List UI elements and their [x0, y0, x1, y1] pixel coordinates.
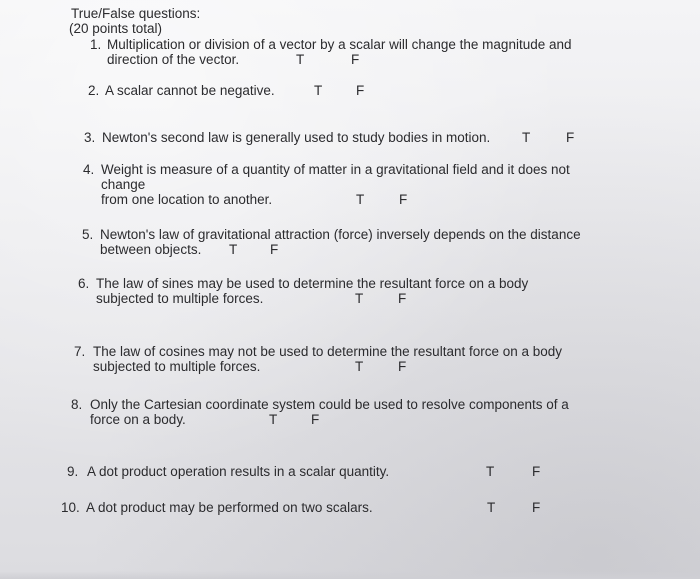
section-title: True/False questions:	[71, 6, 201, 21]
question-text-line: Multiplication or division of a vector by a scalar will change the magnitude and	[107, 37, 572, 52]
true-option[interactable]: T	[314, 83, 323, 98]
question-number: 4.	[83, 162, 95, 177]
question-text-line: from one location to another.	[101, 192, 273, 207]
question-number: 8.	[71, 397, 83, 412]
question-text-line: change	[101, 177, 146, 192]
true-option[interactable]: T	[522, 130, 531, 145]
question-text-line: subjected to multiple forces.	[93, 359, 261, 374]
question-text-line: The law of cosines may not be used to determine the resultant force on a body	[93, 344, 563, 359]
question-number: 9.	[67, 464, 79, 479]
question-text-line: direction of the vector.	[107, 52, 240, 67]
question-text-line: Newton's second law is generally used to study bodies in motion.	[102, 130, 491, 145]
false-option[interactable]: F	[311, 412, 320, 427]
false-option[interactable]: F	[356, 83, 365, 98]
question-text-line: subjected to multiple forces.	[96, 291, 264, 306]
question-number: 3.	[84, 130, 96, 145]
true-option[interactable]: T	[355, 291, 364, 306]
false-option[interactable]: F	[566, 130, 575, 145]
true-option[interactable]: T	[269, 412, 278, 427]
question-text-line: The law of sines may be used to determine the resultant force on a body	[96, 276, 529, 291]
question-number: 6.	[78, 276, 90, 291]
false-option[interactable]: F	[532, 464, 541, 479]
page-bottom-edge	[0, 571, 700, 579]
question-number: 1.	[90, 37, 102, 52]
question-text-line: force on a body.	[90, 412, 186, 427]
question-text-line: A dot product may be performed on two scalars.	[86, 500, 373, 515]
false-option[interactable]: F	[399, 192, 408, 207]
question-text-line: Newton's law of gravitational attraction (force) inversely depends on the distance	[100, 227, 581, 242]
false-option[interactable]: F	[351, 52, 360, 67]
question-text-line: between objects.	[100, 242, 202, 257]
question-text-line: Only the Cartesian coordinate system could be used to resolve components of a	[90, 397, 569, 412]
false-option[interactable]: F	[398, 359, 407, 374]
true-option[interactable]: T	[486, 464, 495, 479]
question-number: 7.	[74, 344, 86, 359]
points-total: (20 points total)	[69, 21, 163, 36]
true-option[interactable]: T	[229, 242, 238, 257]
question-text-line: Weight is measure of a quantity of matter in a gravitational field and it does not	[101, 162, 570, 177]
false-option[interactable]: F	[532, 500, 541, 515]
true-option[interactable]: T	[355, 359, 364, 374]
question-text-line: A scalar cannot be negative.	[105, 83, 275, 98]
question-text-line: A dot product operation results in a scalar quantity.	[87, 464, 390, 479]
true-option[interactable]: T	[487, 500, 496, 515]
question-number: 5.	[82, 227, 94, 242]
question-number: 2.	[88, 83, 100, 98]
false-option[interactable]: F	[398, 291, 407, 306]
question-number: 10.	[61, 500, 80, 515]
true-option[interactable]: T	[296, 52, 305, 67]
true-option[interactable]: T	[356, 192, 365, 207]
false-option[interactable]: F	[270, 242, 279, 257]
